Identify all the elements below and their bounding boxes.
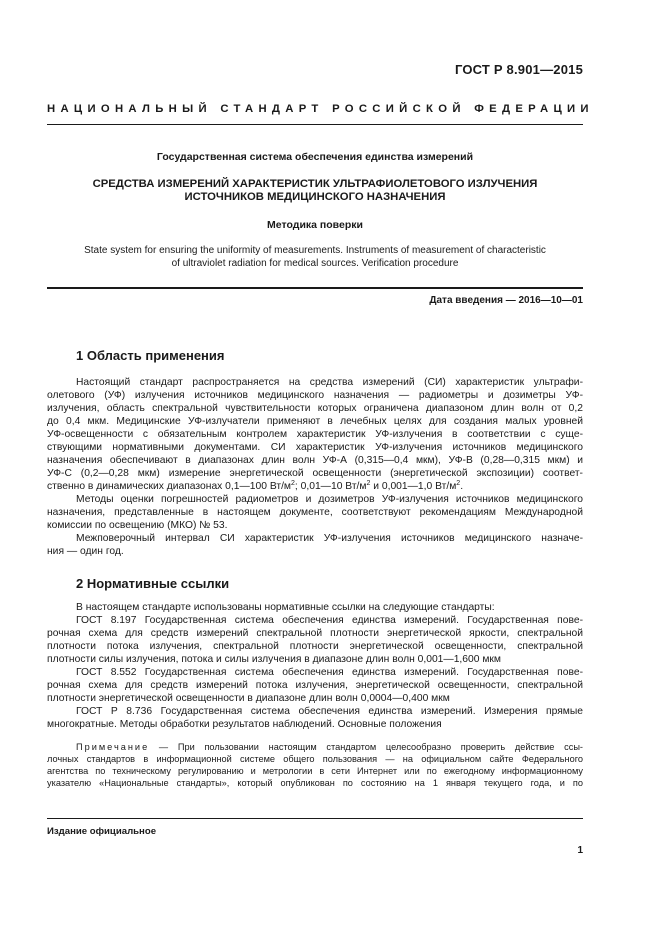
- text-run: .: [460, 481, 464, 492]
- page-number: 1: [577, 845, 583, 856]
- text-run: ; 0,01—10 Вт/м: [294, 481, 367, 492]
- section-2-line: многократные. Методы обработки результатов наблюдений. Основные положения: [47, 719, 442, 730]
- section-2-line: плотности энергетической освещенности в диапазоне длин волн 0,0004—0,400 мкм: [47, 693, 450, 704]
- section-2-line: плотности силы излучения, потока и силы излучения в диапазоне длин волн 0,001—1,600 мкм: [47, 654, 501, 665]
- title-divider: [47, 287, 583, 289]
- text-run: — При пользовании настоящим стандартом целесообразно проверить действие ссы-: [149, 742, 583, 752]
- national-standard-banner: НАЦИОНАЛЬНЫЙ СТАНДАРТ РОССИЙСКОЙ ФЕДЕРАЦИИ: [47, 103, 594, 115]
- note-line: лочных стандартов в информационной системе общего пользования — на официальном сайте Федерального: [47, 754, 583, 764]
- document-code: ГОСТ Р 8.901—2015: [454, 62, 583, 77]
- section-2-heading: 2 Нормативные ссылки: [76, 576, 230, 591]
- text-run: ственно в динамических диапазонах 0,1—100 Вт/м: [47, 481, 292, 492]
- section-1-line: Методы оценки погрешностей радиометров и дозиметров УФ-излучения источников медицинского: [76, 494, 583, 505]
- section-1-line: назначения, представленные в настоящем документе, соответствуют рекомендациям Международной: [47, 507, 583, 518]
- section-2-line: плотности потока излучения, спектральной плотности энергетической освещенности, спектральной: [47, 641, 583, 652]
- section-1-line: Настоящий стандарт распространяется на средства измерений (СИ) характеристик ультрафи-: [76, 377, 583, 388]
- note-line: агентства по техническому регулированию и метрологии в сети Интернет или по ежегодному информационному: [47, 766, 583, 776]
- section-1-line: УФ-освещенности с обязательным контролем характеристик УФ-излучения в соответствии с суще-: [47, 429, 583, 440]
- system-title: Государственная система обеспечения единства измерений: [156, 151, 474, 163]
- section-1-line: назначения обеспечивают в диапазонах длин волн УФ-А (0,315—0,4 мкм), УФ-В (0,28—0,315 мкм) и: [47, 455, 583, 466]
- method-subtitle: Методика поверки: [267, 219, 363, 231]
- footer-divider: [47, 818, 583, 819]
- section-1-line: излучения, область спектральной чувствительности которых ограничена диапазоном длин волн от 0,2: [47, 403, 583, 414]
- effective-date: Дата введения — 2016—10—01: [429, 295, 583, 306]
- english-title-line-2: of ultraviolet radiation for medical sources. Verification procedure: [171, 258, 459, 269]
- section-2-line: ГОСТ Р 8.736 Государственная система обеспечения единства измерений. Измерения прямые: [76, 706, 583, 717]
- header-divider: [47, 124, 583, 125]
- section-1-line: олетового (УФ) излучения источников медицинского назначения — радиометры и дозиметры УФ-: [47, 390, 583, 401]
- section-2-line: В настоящем стандарте использованы нормативные ссылки на следующие стандарты:: [76, 602, 495, 613]
- section-2-line: ГОСТ 8.552 Государственная система обеспечения единства измерений. Государственная пове-: [76, 667, 583, 678]
- note-line: указателю «Национальные стандарты», который опубликован по состоянию на 1 января текущего года, и по: [47, 778, 583, 788]
- section-2-line: ГОСТ 8.197 Государственная система обеспечения единства измерений. Государственная пове-: [76, 615, 583, 626]
- superscript: 2: [291, 480, 295, 487]
- english-title-line-1: State system for ensuring the uniformity of measurements. Instruments of measurement of characteristic: [84, 245, 546, 256]
- section-1-line: комиссии по освещению (МКО) № 53.: [47, 520, 228, 531]
- section-1-line: ния — один год.: [47, 546, 124, 557]
- section-2-line: рочная схема для средств измерений потока излучения, энергетической освещенности, спектральной: [47, 680, 583, 691]
- standard-title-line-2: ИСТОЧНИКОВ МЕДИЦИНСКОГО НАЗНАЧЕНИЯ: [184, 191, 446, 203]
- section-1-line: УФ-С (0,2—0,28 мкм) измерение энергетической освещенности (энергетической экспозиции) соответ-: [47, 468, 583, 479]
- section-1-line: ствующими нормативными документами. СИ характеристик УФ-излучения источников медицинского: [47, 442, 583, 453]
- superscript: 2: [366, 480, 371, 487]
- section-2-line: рочная схема для средств измерений спектральной плотности энергетической яркости, спектральной: [47, 628, 583, 639]
- section-1-heading: 1 Область применения: [76, 348, 225, 363]
- text-run: и 0,001—1,0 Вт/м: [370, 481, 457, 492]
- note-label: Примечание: [76, 742, 150, 752]
- section-1-line: Межповерочный интервал СИ характеристик УФ-излучения источников медицинского назначе-: [76, 533, 583, 544]
- superscript: 2: [456, 480, 461, 487]
- section-1-line-units: [47, 480, 583, 493]
- edition-label: Издание официальное: [47, 826, 157, 837]
- section-1-line: до 0,4 мкм. Медицинские УФ-излучатели применяют в лечебных целях для создания малых уровней: [47, 416, 583, 427]
- standard-title-line-1: СРЕДСТВА ИЗМЕРЕНИЙ ХАРАКТЕРИСТИК УЛЬТРАФИОЛЕТОВОГО ИЗЛУЧЕНИЯ: [92, 178, 538, 190]
